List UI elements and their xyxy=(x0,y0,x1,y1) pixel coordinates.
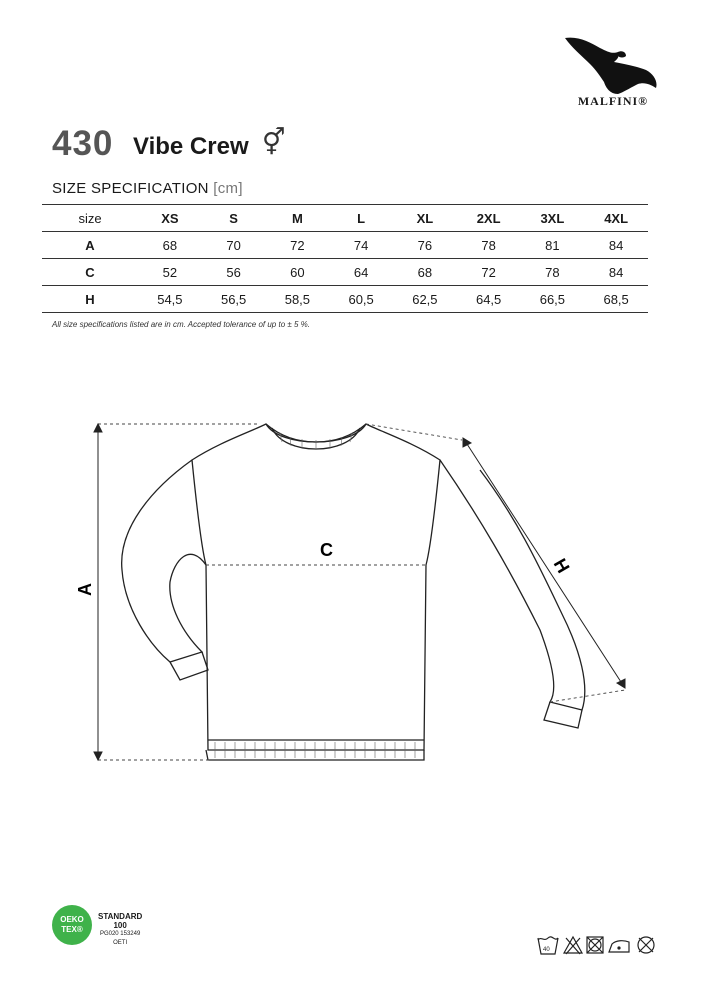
standard-number: 100 xyxy=(113,921,127,930)
header-size: 4XL xyxy=(584,205,648,232)
sweatshirt-outline xyxy=(70,400,650,780)
table-cell: 76 xyxy=(393,232,457,259)
table-header-row xyxy=(42,205,648,232)
brand-name: MALFINI® xyxy=(577,94,649,108)
spec-title xyxy=(52,180,243,197)
unisex-icon: ⚥ xyxy=(262,128,286,158)
table-cell: 60,5 xyxy=(329,286,393,313)
header-size: S xyxy=(202,205,266,232)
header-size: 3XL xyxy=(521,205,585,232)
label-h: H xyxy=(549,555,574,577)
oeko-tex-standard xyxy=(98,912,142,948)
table-cell: 56 xyxy=(202,259,266,286)
table-row xyxy=(42,259,648,286)
header-size: 2XL xyxy=(457,205,521,232)
header-size-label: size xyxy=(42,205,138,232)
size-table xyxy=(42,204,648,313)
table-cell: 84 xyxy=(584,259,648,286)
label-c: C xyxy=(320,540,333,560)
product-name: Vibe Crew xyxy=(133,133,249,160)
table-cell: 68 xyxy=(393,259,457,286)
garment-diagram xyxy=(70,400,650,780)
table-cell: 70 xyxy=(202,232,266,259)
standard-label: STANDARD xyxy=(98,912,143,921)
row-label: H xyxy=(42,286,138,313)
table-cell: 60 xyxy=(266,259,330,286)
no-dry-clean-icon xyxy=(638,937,654,953)
header-size: M xyxy=(266,205,330,232)
table-row xyxy=(42,286,648,313)
no-bleach-icon xyxy=(564,937,582,954)
tolerance-note: All size specifications listed are in cm. Accepted tolerance of up to ± 5 %. xyxy=(52,320,310,329)
care-symbols xyxy=(536,932,661,958)
header-size: L xyxy=(329,205,393,232)
table-cell: 72 xyxy=(266,232,330,259)
table-cell: 72 xyxy=(457,259,521,286)
wash-40-icon xyxy=(538,937,558,954)
table-cell: 68 xyxy=(138,232,202,259)
oeko-line1: OEKO xyxy=(60,915,84,924)
product-number: 430 xyxy=(52,124,114,163)
table-cell: 66,5 xyxy=(521,286,585,313)
oeko-tex-logo xyxy=(52,905,92,945)
header-size: XS xyxy=(138,205,202,232)
table-cell: 62,5 xyxy=(393,286,457,313)
spec-unit: [cm] xyxy=(213,180,243,197)
table-cell: 56,5 xyxy=(202,286,266,313)
table-cell: 78 xyxy=(521,259,585,286)
table-cell: 68,5 xyxy=(584,286,648,313)
table-cell: 84 xyxy=(584,232,648,259)
row-label: C xyxy=(42,259,138,286)
no-tumble-dry-icon xyxy=(587,937,603,953)
certificate-institute: OETI xyxy=(113,940,128,946)
table-row xyxy=(42,232,648,259)
table-cell: 78 xyxy=(457,232,521,259)
header-size: XL xyxy=(393,205,457,232)
row-label: A xyxy=(42,232,138,259)
wash-temp: 40 xyxy=(543,947,550,953)
table-cell: 54,5 xyxy=(138,286,202,313)
iron-low-icon xyxy=(609,941,629,952)
spec-title-text: SIZE SPECIFICATION xyxy=(52,180,209,197)
table-cell: 81 xyxy=(521,232,585,259)
table-cell: 74 xyxy=(329,232,393,259)
table-cell: 64 xyxy=(329,259,393,286)
table-cell: 64,5 xyxy=(457,286,521,313)
oeko-line2: TEX® xyxy=(61,925,83,934)
table-cell: 58,5 xyxy=(266,286,330,313)
table-cell: 52 xyxy=(138,259,202,286)
eagle-icon xyxy=(560,30,670,100)
label-a: A xyxy=(75,583,95,596)
certificate-code: PG020 153249 xyxy=(99,931,141,937)
rib-texture xyxy=(215,433,415,758)
